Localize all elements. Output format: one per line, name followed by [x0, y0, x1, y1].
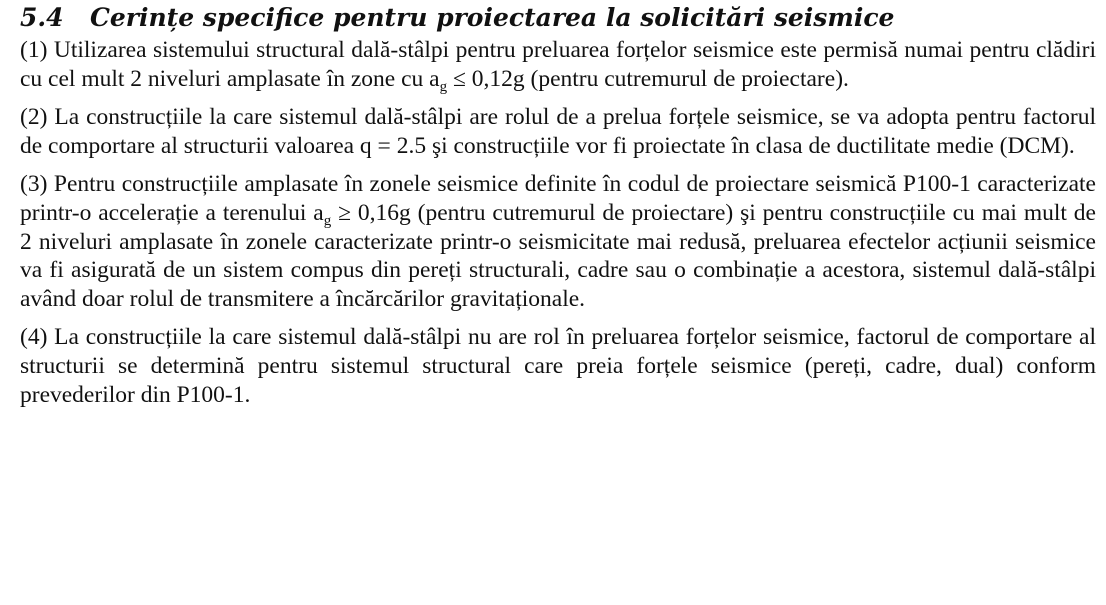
- section-heading: [20, 2, 1096, 33]
- paragraph-2: (2) La construcțiile la care sistemul dală-stâlpi are rolul de a prelua forțele seismice, se va adopta pentru factorul de comportare al structurii valoarea q = 2.5 şi construcțiile vor fi proiectate în clasa de ductilitate medie (DCM).: [20, 104, 1096, 159]
- paragraph-3-text-b: ≥ 0,16g (pentru cutremurul de proiectare) şi pentru construcțiile cu mai mult de 2 niveluri amplasate în zonele caracterizate printr-o seismicitate mai redusă, preluarea efectelor acțiunii seismice va fi asigurată de un sistem compus din pereți structurali, cadre sau o combinație a acestora, sistemul dală-stâlpi având doar rolul de transmitere a încărcărilor gravitaționale.: [20, 199, 1096, 312]
- paragraph-1-text-b: ≤ 0,12g (pentru cutremurul de proiectare).: [447, 65, 849, 92]
- paragraph-3-text-a: (3) Pentru construcțiile amplasate în zonele seismice definite în codul de proiectare seismică P100-1 caracterizate printr-o accelerație a terenului a: [20, 171, 1096, 226]
- paragraph-3-subscript: g: [323, 212, 332, 229]
- paragraph-1: [20, 36, 1096, 93]
- paragraph-4: (4) La construcțiile la care sistemul dală-stâlpi nu are rol în preluarea forțelor seismice, factorul de comportare al structurii se determină pentru sistemul structural care preia forțele seismice (pereți, cadre, dual) conform prevederilor din P100-1.: [20, 324, 1096, 408]
- paragraph-1-text-a: (1) Utilizarea sistemului structural dală-stâlpi pentru preluarea forțelor seismice este permisă numai pentru clădiri cu cel mult 2 niveluri amplasate în zone cu a: [20, 37, 1096, 92]
- paragraph-3: [20, 170, 1096, 313]
- paragraph-1-subscript: g: [439, 78, 448, 95]
- section-title: Cerințe specifice pentru proiectarea la solicitări seismice: [90, 3, 895, 32]
- section-number: 5.4: [20, 3, 64, 32]
